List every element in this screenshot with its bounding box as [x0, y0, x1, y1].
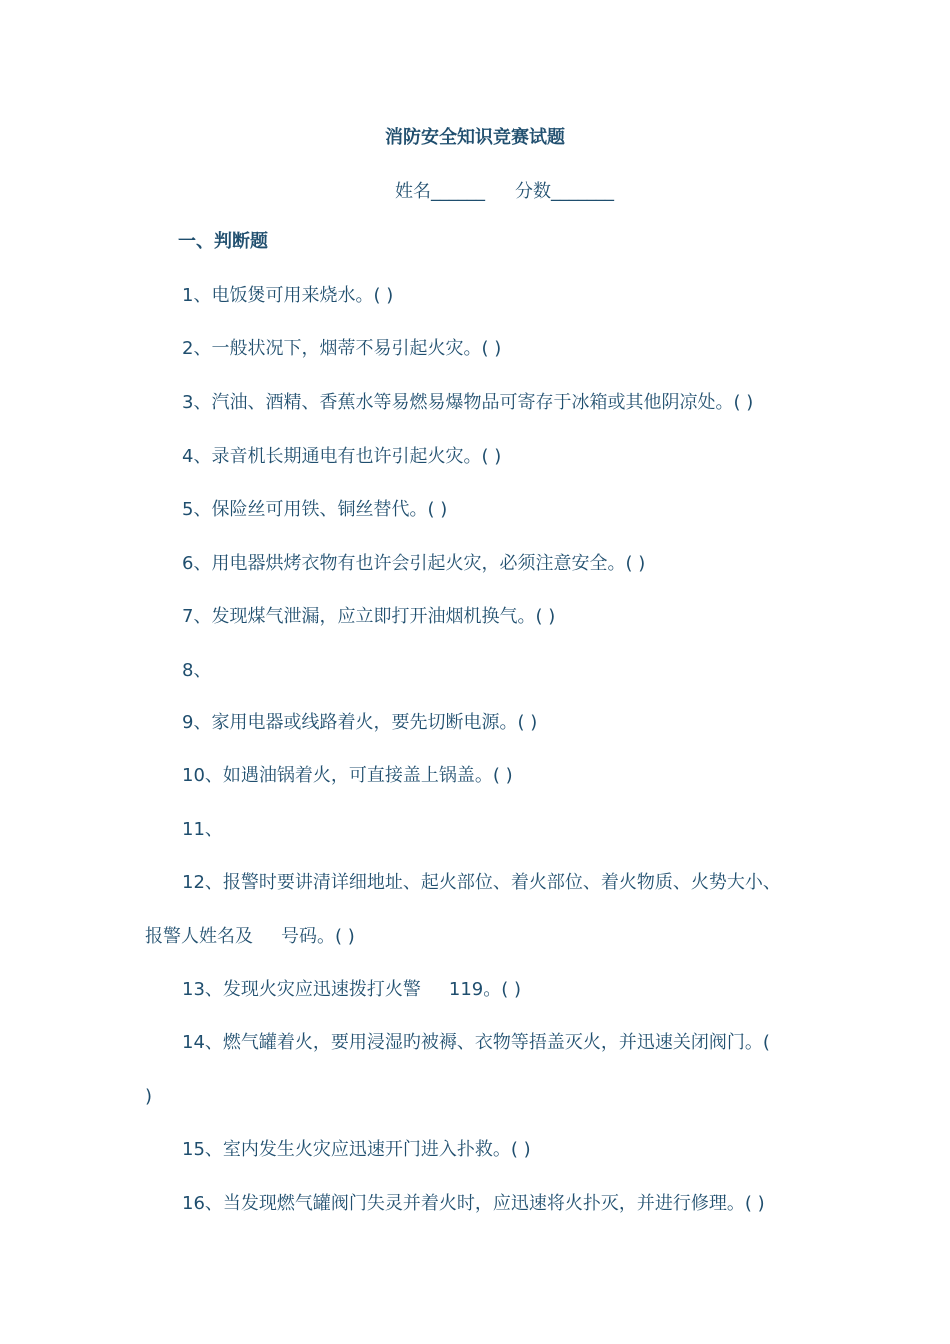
question-12-part-a: 报警人姓名及: [145, 926, 253, 947]
question-5: 5、保险丝可用铁、铜丝替代。( ): [182, 499, 448, 520]
question-14: 14、燃气罐着火，要用浸湿旳被褥、衣物等捂盖灭火，并迅速关闭阀门。(: [182, 1032, 770, 1053]
question-13: [182, 976, 521, 1004]
question-10: 10、如遇油锅着火，可直接盖上锅盖。( ): [182, 765, 513, 786]
question-11: 11、: [182, 819, 223, 840]
question-12: 12、报警时要讲清详细地址、起火部位、着火部位、着火物质、火势大小、: [182, 872, 781, 893]
name-score-line: [395, 178, 614, 206]
question-14-continuation: ): [145, 1086, 153, 1107]
question-13-part-b: 119。( ): [448, 979, 522, 1000]
question-8: 8、: [182, 660, 212, 681]
question-16: 16、当发现燃气罐阀门失灵并着火时，应迅速将火扑灭，并进行修理。( ): [182, 1193, 765, 1214]
question-12-part-b: 号码。( ): [281, 926, 355, 947]
question-15: 15、室内发生火灾应迅速开门进入扑救。( ): [182, 1139, 531, 1160]
name-field-label: 姓名______: [395, 181, 485, 202]
question-4: 4、录音机长期通电有也许引起火灾。( ): [182, 446, 502, 467]
section-heading: 一、判断题: [178, 231, 268, 252]
question-13-part-a: 13、发现火灾应迅速拨打火警: [182, 979, 421, 1000]
question-9: 9、家用电器或线路着火，要先切断电源。( ): [182, 712, 538, 733]
question-12-continuation: [145, 923, 355, 951]
question-1: 1、电饭煲可用来烧水。( ): [182, 285, 394, 306]
score-field-label: 分数_______: [515, 181, 614, 202]
question-3: 3、汽油、酒精、香蕉水等易燃易爆物品可寄存于冰箱或其他阴凉处。( ): [182, 392, 754, 413]
page-title: 消防安全知识竞赛试题: [385, 127, 565, 148]
question-2: 2、一般状况下，烟蒂不易引起火灾。( ): [182, 338, 502, 359]
question-6: 6、用电器烘烤衣物有也许会引起火灾，必须注意安全。( ): [182, 553, 646, 574]
question-7: 7、发现煤气泄漏，应立即打开油烟机换气。( ): [182, 606, 556, 627]
